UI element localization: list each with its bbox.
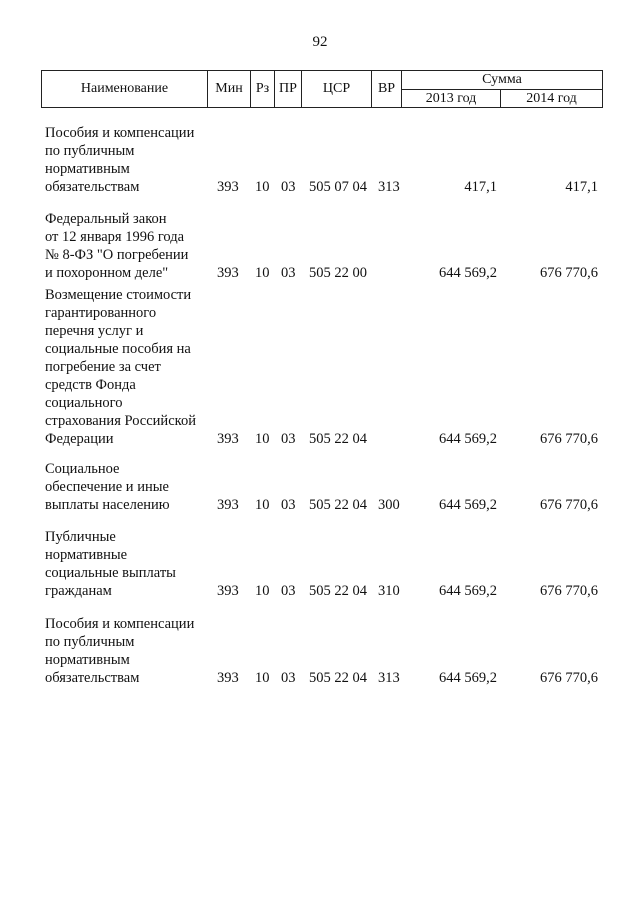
cell-pr: 03: [281, 179, 296, 195]
cell-csr: 505 22 04: [309, 583, 367, 599]
cell-vr: 313: [378, 670, 400, 686]
row-name: Пособия и компенсации по публичным нормативным обязательствам: [45, 125, 195, 195]
cell-sum-2013: 644 569,2: [439, 497, 497, 513]
cell-rz: 10: [255, 265, 270, 281]
header-sum: Сумма: [402, 71, 603, 90]
cell-sum-2014: 676 770,6: [540, 497, 598, 513]
cell-csr: 505 22 04: [309, 497, 367, 513]
cell-sum-2014: 676 770,6: [540, 265, 598, 281]
cell-csr: 505 07 04: [309, 179, 367, 195]
row-name: Возмещение стоимости гарантированного перечня услуг и социальные пособия на погребение за счет средств Фонда социального страхования Российской Федерации: [45, 287, 196, 447]
cell-sum-2013: 644 569,2: [439, 431, 497, 447]
cell-pr: 03: [281, 265, 296, 281]
cell-pr: 03: [281, 670, 296, 686]
cell-sum-2013: 644 569,2: [439, 265, 497, 281]
row-name: Социальное обеспечение и иные выплаты населению: [45, 461, 170, 513]
table-row: [0, 205, 640, 282]
cell-rz: 10: [255, 431, 270, 447]
header-rz: Рз: [251, 71, 275, 108]
header-vr: ВР: [372, 71, 402, 108]
table-row: [0, 524, 640, 600]
cell-csr: 505 22 04: [309, 670, 367, 686]
cell-vr: 300: [378, 497, 400, 513]
header-year-2013: 2013 год: [402, 90, 501, 108]
header-min: Мин: [208, 71, 251, 108]
table-row: [0, 120, 640, 196]
cell-vr: 310: [378, 583, 400, 599]
header-pr: ПР: [275, 71, 302, 108]
cell-sum-2014: 417,1: [565, 179, 598, 195]
table-row: [0, 287, 640, 448]
page-number: 92: [312, 34, 328, 50]
cell-csr: 505 22 04: [309, 431, 367, 447]
cell-min: 393: [217, 179, 239, 195]
cell-sum-2014: 676 770,6: [540, 431, 598, 447]
cell-pr: 03: [281, 583, 296, 599]
cell-min: 393: [217, 265, 239, 281]
cell-rz: 10: [255, 497, 270, 513]
cell-rz: 10: [255, 583, 270, 599]
cell-min: 393: [217, 583, 239, 599]
table-row: [0, 610, 640, 687]
cell-pr: 03: [281, 497, 296, 513]
cell-sum-2014: 676 770,6: [540, 583, 598, 599]
header-year-2014: 2014 год: [501, 90, 603, 108]
cell-min: 393: [217, 431, 239, 447]
cell-min: 393: [217, 670, 239, 686]
cell-sum-2013: 644 569,2: [439, 670, 497, 686]
cell-sum-2013: 644 569,2: [439, 583, 497, 599]
table-row: [0, 458, 640, 514]
cell-rz: 10: [255, 179, 270, 195]
cell-sum-2014: 676 770,6: [540, 670, 598, 686]
header-csr: ЦСР: [302, 71, 372, 108]
cell-sum-2013: 417,1: [464, 179, 497, 195]
cell-pr: 03: [281, 431, 296, 447]
header-name: Наименование: [42, 71, 208, 108]
cell-rz: 10: [255, 670, 270, 686]
row-name: Пособия и компенсации по публичным нормативным обязательствам: [45, 616, 195, 686]
cell-vr: 313: [378, 179, 400, 195]
row-name: Публичные нормативные социальные выплаты гражданам: [45, 529, 176, 599]
cell-csr: 505 22 00: [309, 265, 367, 281]
cell-min: 393: [217, 497, 239, 513]
row-name: Федеральный закон от 12 января 1996 года № 8-ФЗ "О погребении и похоронном деле": [45, 211, 189, 281]
